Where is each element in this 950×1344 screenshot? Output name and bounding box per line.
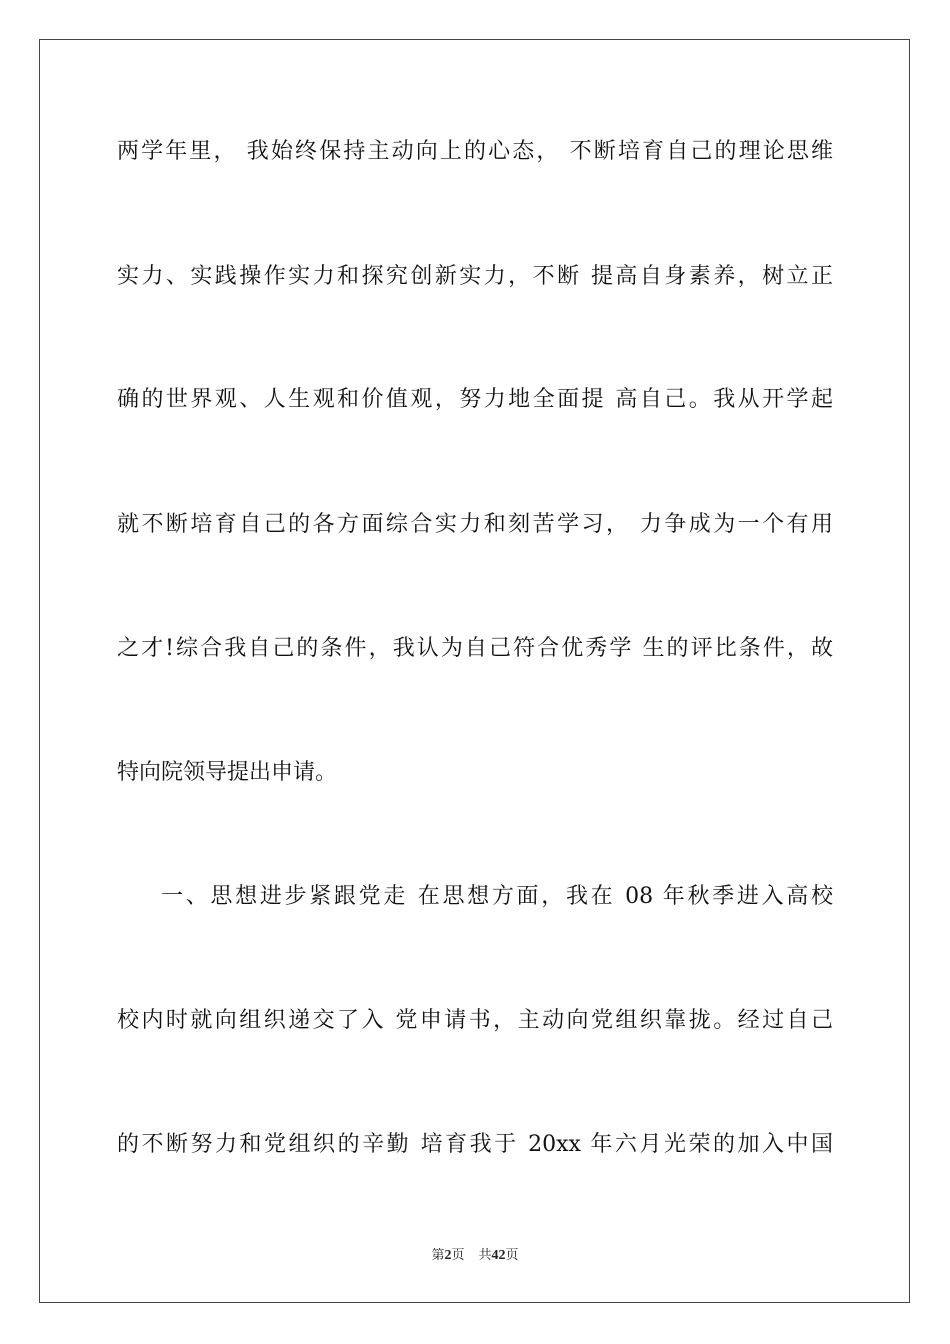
- paragraph-line-8: 校内时就向组织递交了入 党申请书，主动向党组织靠拢。经过自己: [117, 1008, 833, 1033]
- page-suffix: 页: [451, 1248, 465, 1263]
- paragraph-line-7: 一、思想进步紧跟党走 在思想方面，我在 08 年秋季进入高校: [161, 884, 833, 909]
- page-frame: [39, 39, 910, 1303]
- paragraph-line-2: 实力、实践操作实力和探究创新实力，不断 提高自身素养，树立正: [117, 264, 833, 289]
- current-page-number: 2: [444, 1248, 452, 1263]
- total-page-number: 42: [491, 1248, 506, 1263]
- paragraph-line-5: 之才!综合我自己的条件，我认为自己符合优秀学 生的评比条件，故: [117, 636, 833, 661]
- paragraph-line-6: 特向院领导提出申请。: [117, 760, 338, 785]
- paragraph-line-4: 就不断培育自己的各方面综合实力和刻苦学习， 力争成为一个有用: [117, 512, 833, 537]
- page-footer: [0, 1247, 950, 1265]
- paragraph-line-9: 的不断努力和党组织的辛勤 培育我于 20xx 年六月光荣的加入中国: [117, 1132, 833, 1157]
- total-suffix: 页: [505, 1248, 519, 1263]
- page-prefix: 第: [431, 1248, 445, 1263]
- paragraph-line-3: 确的世界观、人生观和价值观，努力地全面提 高自己。我从开学起: [117, 387, 833, 412]
- total-prefix: 共: [478, 1248, 492, 1263]
- paragraph-line-1: 两学年里， 我始终保持主动向上的心态， 不断培育自己的理论思维: [117, 139, 833, 164]
